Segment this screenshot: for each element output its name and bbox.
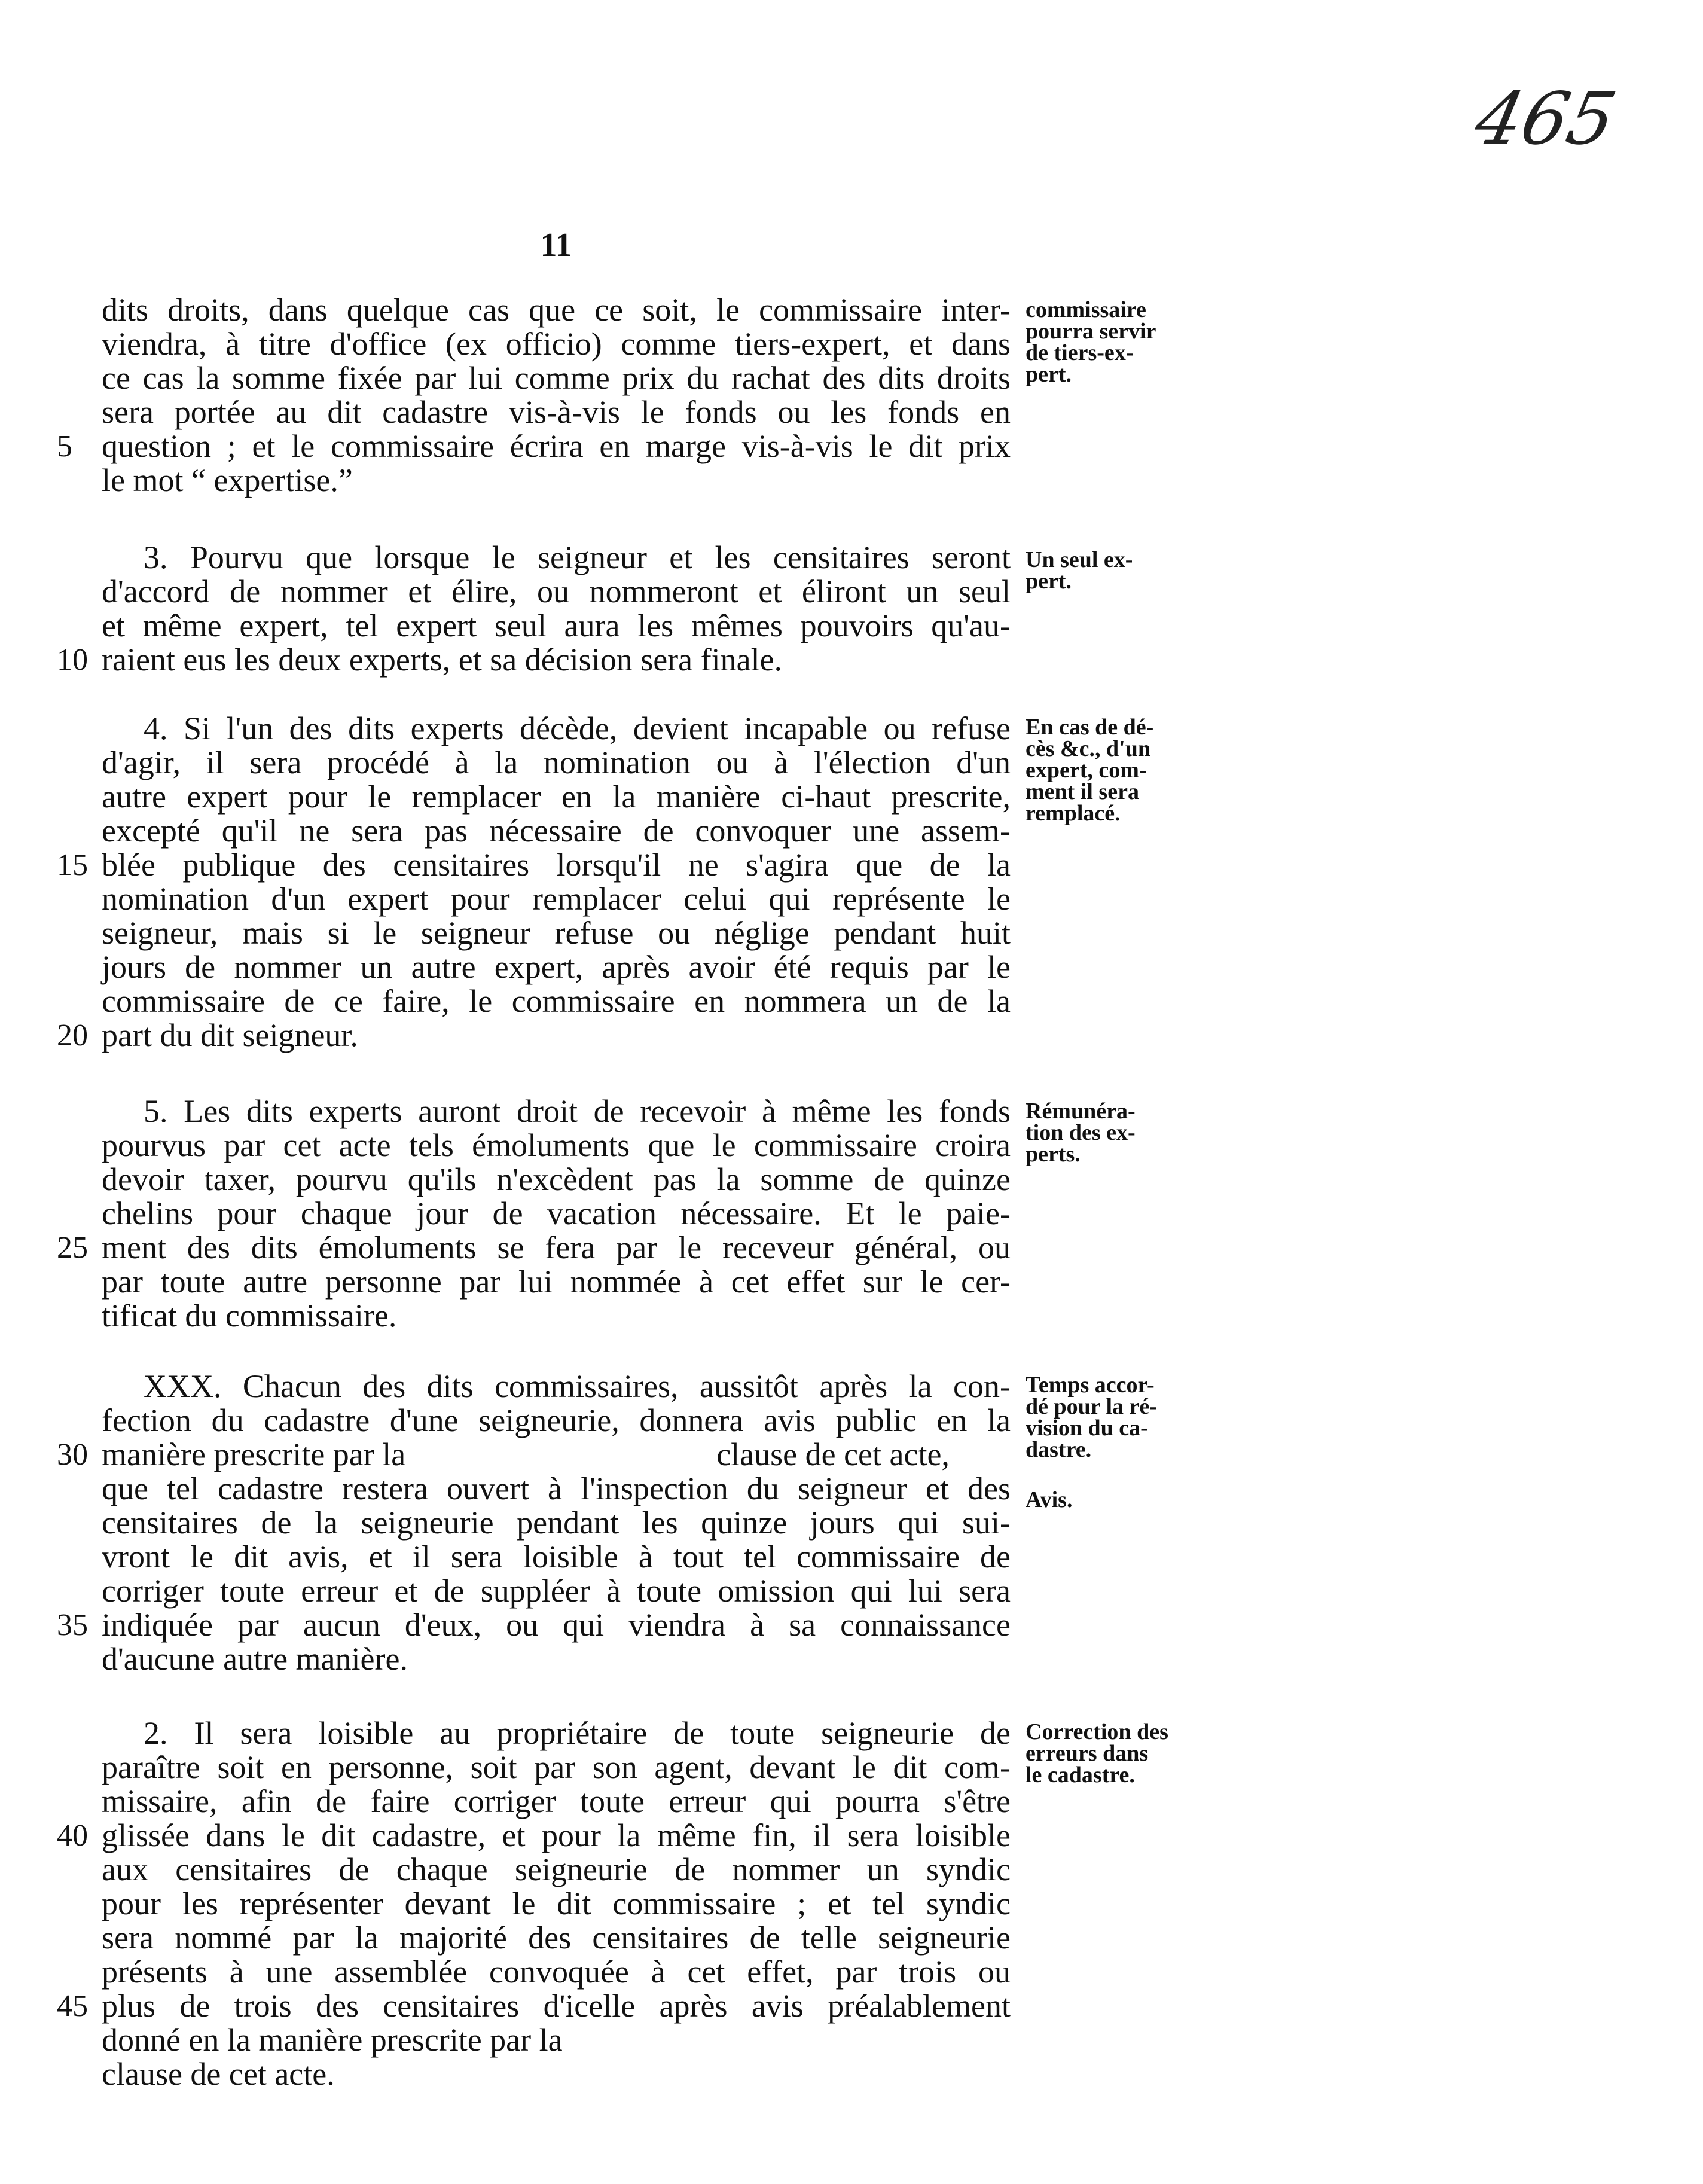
text-line: clause de cet acte. [102, 2056, 335, 2092]
text-line: indiquée par aucun d'eux, ou qui viendra à sa connaissance [102, 1607, 1011, 1643]
side-note-line: vision du ca- [1026, 1416, 1148, 1441]
text-line: donné en la manière prescrite par la [102, 2022, 563, 2058]
side-note-line: le cadastre. [1026, 1762, 1135, 1788]
text-line: question ; et le commissaire écrira en marge vis-à-vis le dit prix [102, 428, 1011, 464]
side-note-temps [1026, 1374, 1187, 1460]
side-note-line: Correction des [1026, 1719, 1168, 1744]
text-line-with-blank [102, 1438, 1011, 1472]
side-note-line: cès &c., d'un [1026, 736, 1150, 761]
text-line: d'aucune autre manière. [102, 1641, 408, 1677]
page-number: 11 [540, 227, 572, 264]
text-line: que tel cadastre restera ouvert à l'inspection du seigneur et des [102, 1471, 1011, 1506]
text-line: chelins pour chaque jour de vacation nécessaire. Et le paie- [102, 1195, 1011, 1231]
text-line: vront le dit avis, et il sera loisible à tout tel commissaire de [102, 1539, 1011, 1575]
text-line: censitaires de la seigneurie pendant les quinze jours qui sui- [102, 1505, 1011, 1541]
side-note-line: Un seul ex- [1026, 547, 1133, 572]
text-line: blée publique des censitaires lorsqu'il ne s'agira que de la [102, 847, 1011, 883]
side-note-commissaire [1026, 299, 1187, 385]
text-line: plus de trois des censitaires d'icelle après avis préalablement [102, 1988, 1011, 2024]
side-note-line: de tiers-ex- [1026, 340, 1134, 365]
text-line: tificat du commissaire. [102, 1298, 397, 1334]
text-line: pourvus par cet acte tels émoluments que le commissaire croira [102, 1127, 1011, 1163]
side-note-line: remplacé. [1026, 801, 1121, 826]
line-number: 40 [57, 1819, 88, 1853]
text-line: présents à une assemblée convoquée à cet effet, par trois ou [102, 1954, 1011, 1990]
text-fragment: manière prescrite par la [102, 1436, 406, 1472]
line-number: 10 [57, 643, 88, 677]
text-line: commissaire de ce faire, le commissaire en nommera un de la [102, 983, 1011, 1019]
text-line: sera nommé par la majorité des censitaires de telle seigneurie [102, 1920, 1011, 1956]
side-note-avis [1026, 1489, 1187, 1511]
text-line: par toute autre personne par lui nommée à cet effet sur le cer- [102, 1264, 1011, 1300]
text-line: aux censitaires de chaque seigneurie de nommer un syndic [102, 1851, 1011, 1887]
text-line: corriger toute erreur et de suppléer à toute omission qui lui sera [102, 1573, 1011, 1609]
side-note-seul-expert [1026, 549, 1187, 592]
line-number: 30 [57, 1438, 88, 1472]
text-line: le mot “ expertise.” [102, 462, 353, 498]
text-fragment: clause de cet acte, [716, 1436, 950, 1472]
side-note-line: pourra servir [1026, 319, 1156, 344]
text-line: ment des dits émoluments se fera par le receveur général, ou [102, 1230, 1011, 1265]
text-line: ce cas la somme fixée par lui comme prix du rachat des dits droits [102, 360, 1011, 396]
text-line: jours de nommer un autre expert, après avoir été requis par le [102, 949, 1011, 985]
side-note-line: expert, com- [1026, 758, 1147, 783]
text-line: et même expert, tel expert seul aura les mêmes pouvoirs qu'au- [102, 608, 1011, 643]
text-line: 5. Les dits experts auront droit de recevoir à même les fonds [144, 1093, 1011, 1129]
side-note-line: tion des ex- [1026, 1120, 1136, 1145]
side-note-line: En cas de dé- [1026, 715, 1154, 740]
side-note-line: pert. [1026, 569, 1072, 594]
side-note-line: pert. [1026, 362, 1072, 387]
line-number: 5 [57, 429, 72, 463]
text-line: nomination d'un expert pour remplacer celui qui représente le [102, 881, 1011, 917]
line-number: 25 [57, 1231, 88, 1265]
handwritten-folio-number: 465 [1468, 78, 1623, 161]
text-line: sera portée au dit cadastre vis-à-vis le fonds ou les fonds en [102, 394, 1011, 430]
text-line: paraître soit en personne, soit par son agent, devant le dit com- [102, 1749, 1011, 1785]
line-number: 45 [57, 1989, 88, 2023]
text-line: d'accord de nommer et élire, ou nommeront et éliront un seul [102, 574, 1011, 609]
text-line: seigneur, mais si le seigneur refuse ou néglige pendant huit [102, 915, 1011, 951]
side-note-line: erreurs dans [1026, 1741, 1149, 1766]
side-note-line: Rémunéra- [1026, 1099, 1136, 1124]
text-line: 3. Pourvu que lorsque le seigneur et les censitaires seront [144, 539, 1011, 575]
text-line: fection du cadastre d'une seigneurie, donnera avis public en la [102, 1402, 1011, 1438]
text-line: XXX. Chacun des dits commissaires, aussitôt après la con- [144, 1368, 1011, 1404]
text-line: part du dit seigneur. [102, 1017, 358, 1053]
line-number: 15 [57, 848, 88, 882]
line-number: 20 [57, 1018, 88, 1053]
text-line: raient eus les deux experts, et sa décision sera finale. [102, 642, 783, 678]
side-note-line: Temps accor- [1026, 1372, 1155, 1398]
side-note-line: dé pour la ré- [1026, 1394, 1157, 1419]
text-line: autre expert pour le remplacer en la manière ci-haut prescrite, [102, 779, 1011, 815]
text-line: 2. Il sera loisible au propriétaire de toute seigneurie de [144, 1715, 1011, 1751]
side-note-line: ment il sera [1026, 779, 1139, 804]
side-note-line: dastre. [1026, 1437, 1092, 1462]
text-line: missaire, afin de faire corriger toute erreur qui pourra s'être [102, 1783, 1011, 1819]
text-line: glissée dans le dit cadastre, et pour la même fin, il sera loisible [102, 1817, 1011, 1853]
text-line: viendra, à titre d'office (ex officio) comme tiers-expert, et dans [102, 326, 1011, 362]
side-note-line: perts. [1026, 1142, 1081, 1167]
side-note-remuneration [1026, 1100, 1187, 1165]
side-note-correction [1026, 1721, 1187, 1786]
text-line: pour les représenter devant le dit commissaire ; et tel syndic [102, 1886, 1011, 1921]
text-line: 4. Si l'un des dits experts décède, devient incapable ou refuse [144, 710, 1011, 746]
side-note-line: commissaire [1026, 297, 1146, 322]
side-note-deces [1026, 716, 1187, 824]
text-line: dits droits, dans quelque cas que ce soit, le commissaire inter- [102, 292, 1011, 328]
text-line: devoir taxer, pourvu qu'ils n'excèdent pas la somme de quinze [102, 1161, 1011, 1197]
side-note-line: Avis. [1026, 1487, 1073, 1512]
text-line: excepté qu'il ne sera pas nécessaire de convoquer une assem- [102, 813, 1011, 849]
line-number: 35 [57, 1608, 88, 1642]
text-line: d'agir, il sera procédé à la nomination ou à l'élection d'un [102, 745, 1011, 780]
